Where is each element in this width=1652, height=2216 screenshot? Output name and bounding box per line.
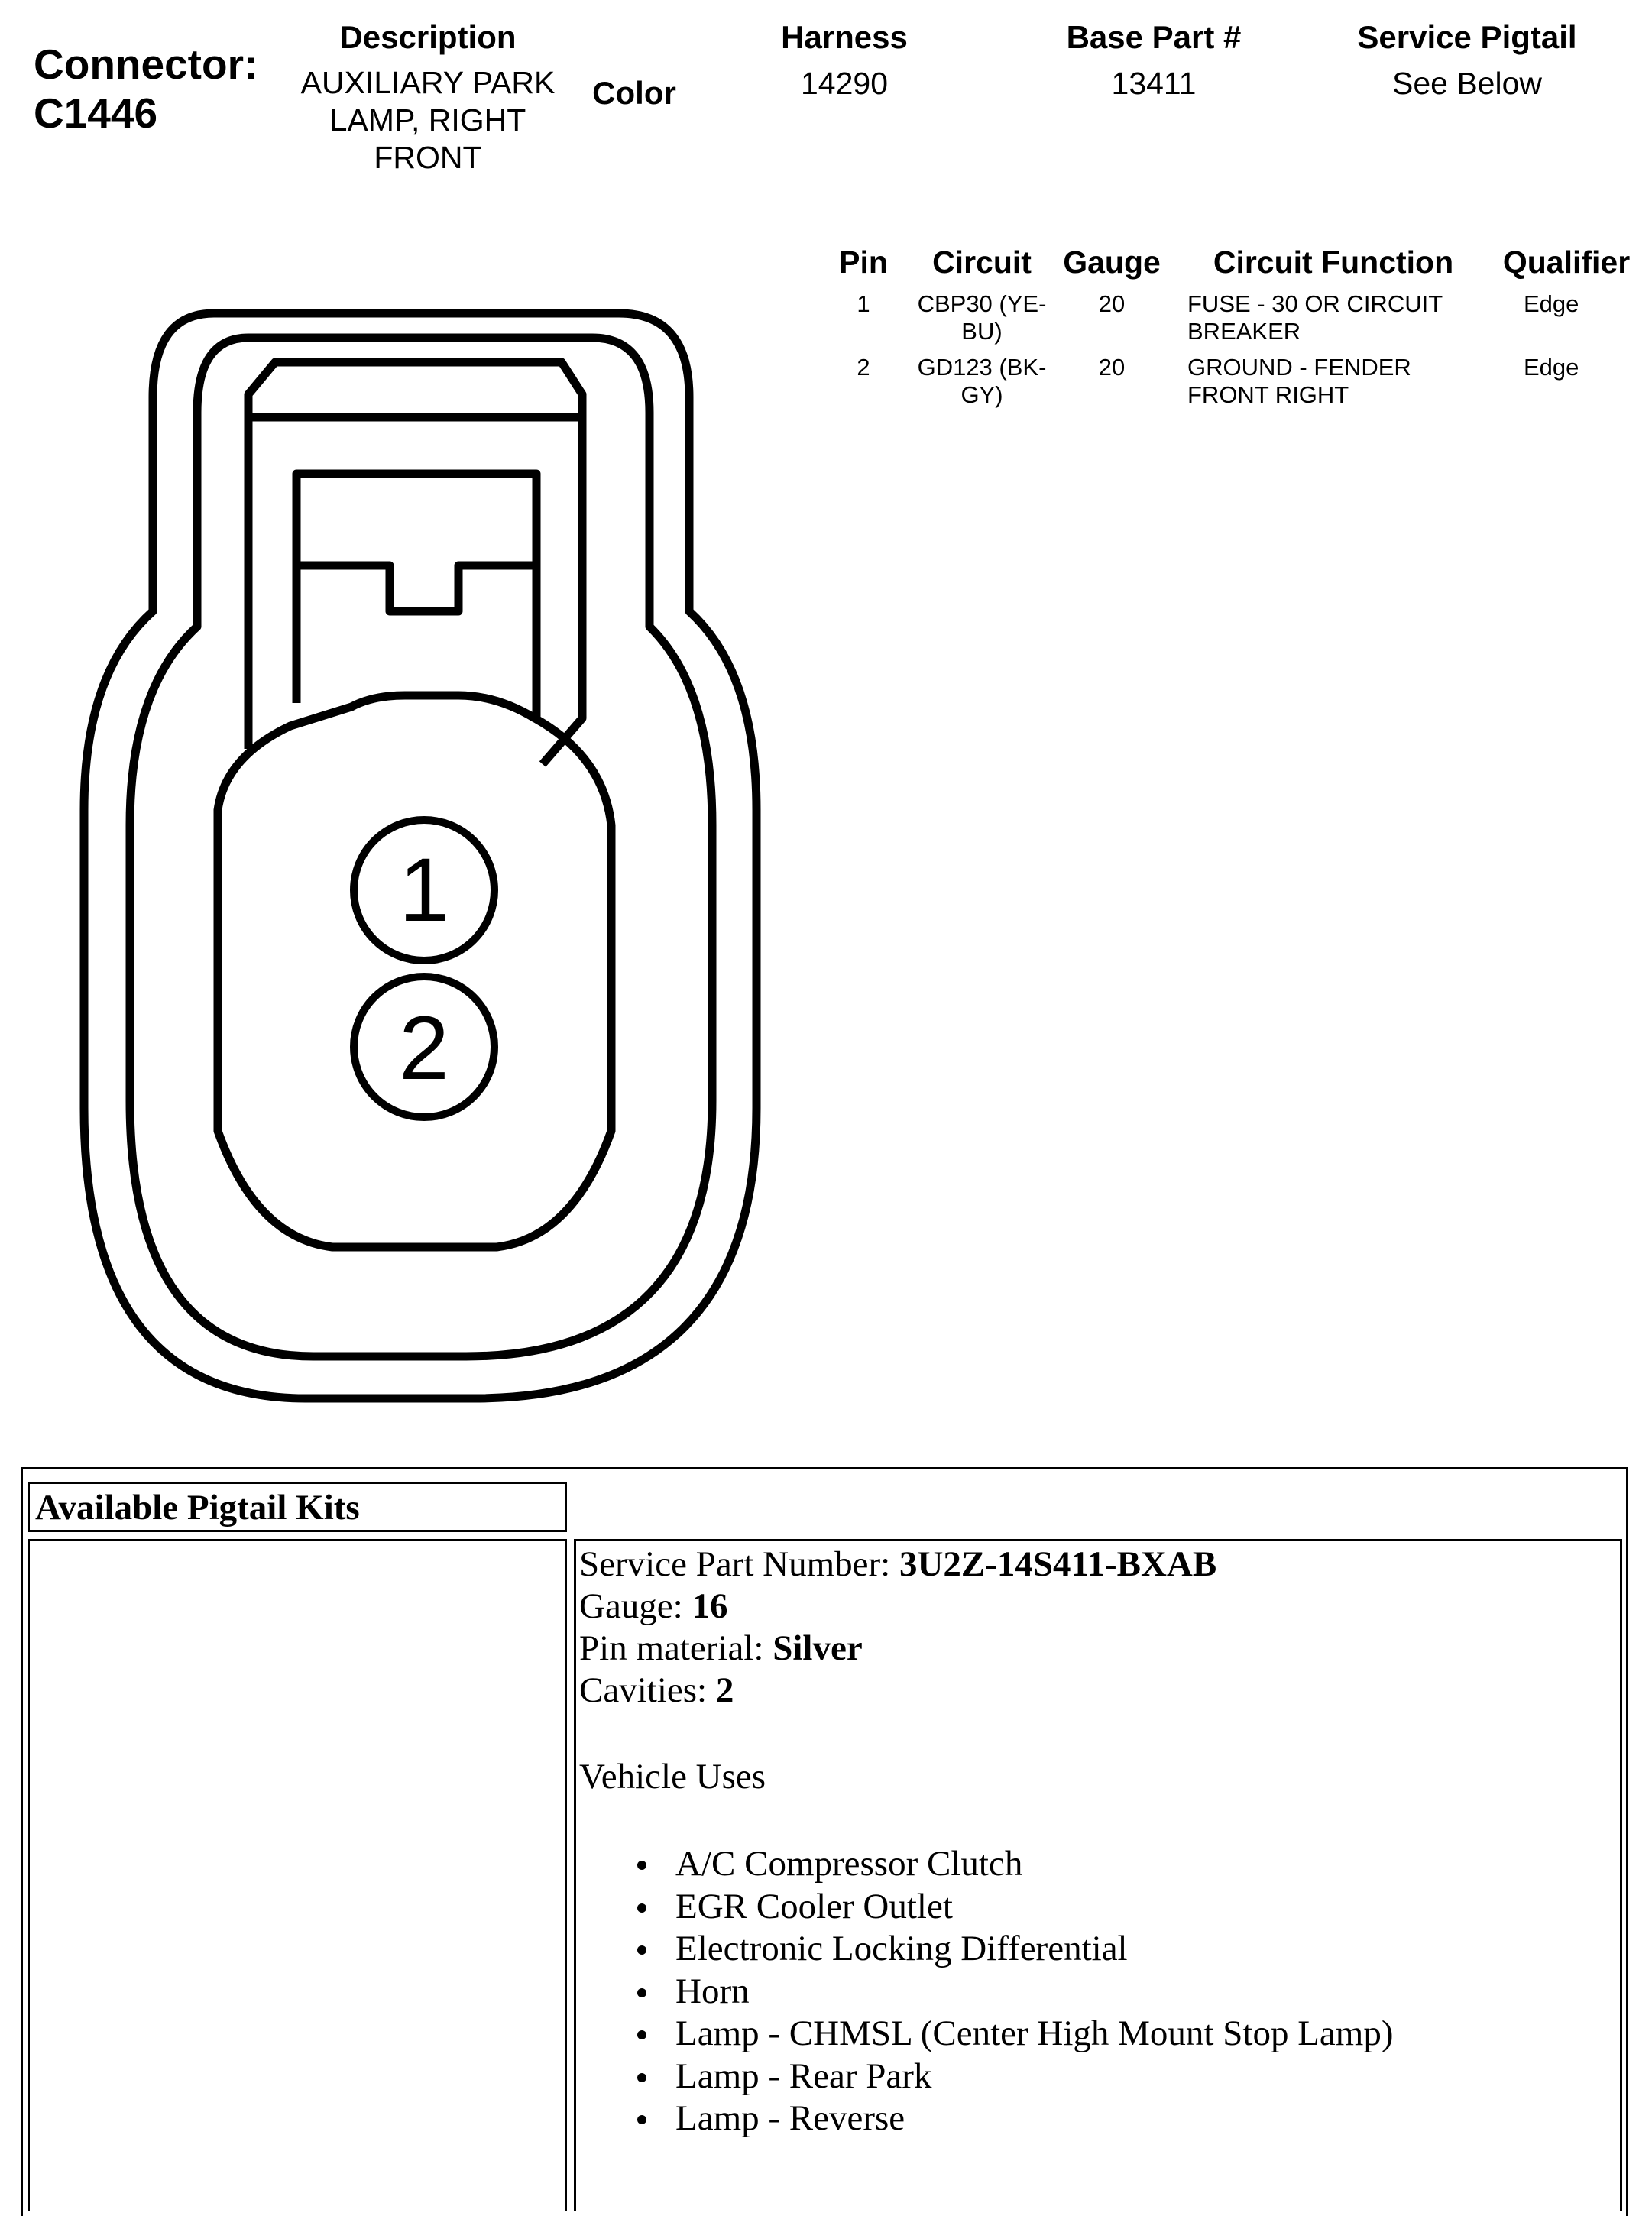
description-line: LAMP, RIGHT bbox=[329, 102, 526, 138]
service-part-number-value: 3U2Z-14S411-BXAB bbox=[899, 1544, 1217, 1584]
pin-1-label: 1 bbox=[399, 840, 449, 941]
col-header-pin: Pin bbox=[839, 245, 888, 280]
description-value bbox=[275, 64, 581, 177]
list-item bbox=[633, 2013, 1393, 2056]
pin-2 bbox=[354, 977, 494, 1117]
circuit-line: CBP30 (YE- bbox=[917, 290, 1047, 317]
connector-id: C1446 bbox=[34, 89, 158, 137]
pigtail-image-cell bbox=[28, 1539, 567, 2211]
cavities-value: 2 bbox=[715, 1670, 734, 1710]
circuit-cell bbox=[917, 354, 1047, 417]
list-item-text: Lamp - CHMSL (Center High Mount Stop Lamp) bbox=[675, 2014, 1394, 2053]
bullet-icon bbox=[637, 2073, 646, 2082]
service-part-number-line bbox=[579, 1544, 1216, 1586]
pin-cell: 2 bbox=[857, 354, 870, 381]
service-pigtail-label: Service Pigtail bbox=[1357, 19, 1577, 55]
list-item-text: Lamp - Reverse bbox=[675, 2098, 905, 2138]
base-part-value: 13411 bbox=[1111, 66, 1197, 101]
pigtail-kit-info bbox=[579, 1544, 1216, 1712]
pin-material-value: Silver bbox=[773, 1628, 863, 1668]
color-label: Color bbox=[592, 75, 676, 111]
base-part-label: Base Part # bbox=[1066, 19, 1242, 55]
col-header-circuit-function: Circuit Function bbox=[1213, 245, 1454, 280]
gauge-label: Gauge: bbox=[579, 1586, 692, 1626]
table-row bbox=[810, 290, 1643, 354]
circuit-line: BU) bbox=[961, 318, 1003, 345]
connector-label: Connector: bbox=[34, 40, 258, 88]
qualifier-cell: Edge bbox=[1524, 354, 1579, 381]
col-header-qualifier: Qualifier bbox=[1502, 245, 1631, 280]
cavities-label: Cavities: bbox=[579, 1670, 716, 1710]
pin-cavity-area bbox=[218, 695, 611, 1247]
description-label: Description bbox=[339, 19, 517, 55]
pin-table bbox=[810, 245, 1643, 417]
gauge-cell: 20 bbox=[1098, 290, 1126, 317]
function-line: GROUND - FENDER bbox=[1187, 354, 1411, 381]
bullet-icon bbox=[637, 2115, 646, 2124]
pin-material-line bbox=[579, 1628, 1216, 1670]
function-line: FRONT RIGHT bbox=[1187, 381, 1349, 408]
function-line: BREAKER bbox=[1187, 318, 1301, 345]
col-header-gauge: Gauge bbox=[1063, 245, 1161, 280]
pigtail-kits-title: Available Pigtail Kits bbox=[35, 1488, 360, 1528]
description-line: AUXILIARY PARK bbox=[300, 65, 556, 100]
latch-notch bbox=[296, 565, 536, 611]
bullet-icon bbox=[637, 1988, 646, 1997]
function-cell bbox=[1177, 290, 1490, 354]
list-item-text: Electronic Locking Differential bbox=[675, 1929, 1128, 1968]
qualifier-cell: Edge bbox=[1524, 290, 1579, 317]
vehicle-uses-title: Vehicle Uses bbox=[579, 1757, 766, 1796]
bullet-icon bbox=[637, 2030, 646, 2039]
service-part-number-label: Service Part Number: bbox=[579, 1544, 899, 1584]
list-item-text: Lamp - Rear Park bbox=[675, 2056, 932, 2096]
gauge-line bbox=[579, 1586, 1216, 1628]
function-cell bbox=[1177, 354, 1490, 417]
list-item bbox=[633, 2056, 1393, 2098]
list-item-text: A/C Compressor Clutch bbox=[675, 1844, 1023, 1884]
gauge-cell: 20 bbox=[1098, 354, 1126, 381]
bullet-icon bbox=[637, 1903, 646, 1913]
circuit-line: GD123 (BK- bbox=[917, 354, 1047, 381]
col-header-circuit: Circuit bbox=[932, 245, 1032, 280]
pin-1 bbox=[354, 820, 494, 961]
connector-title bbox=[34, 40, 258, 138]
harness-value: 14290 bbox=[800, 66, 888, 101]
list-item bbox=[633, 2098, 1393, 2140]
pin-cell: 1 bbox=[857, 290, 870, 317]
latch-tab bbox=[296, 474, 536, 565]
cavities-line bbox=[579, 1670, 1216, 1712]
list-item bbox=[633, 1971, 1393, 2014]
list-item bbox=[633, 1843, 1393, 1886]
vehicle-uses-list bbox=[633, 1843, 1393, 2140]
circuit-cell bbox=[917, 290, 1047, 354]
connector-face-diagram bbox=[69, 290, 772, 1406]
pin-table-header-row bbox=[810, 245, 1643, 290]
gauge-value: 16 bbox=[692, 1586, 728, 1626]
bullet-icon bbox=[637, 1945, 646, 1955]
list-item bbox=[633, 1886, 1393, 1929]
harness-label: Harness bbox=[781, 19, 908, 55]
function-line: FUSE - 30 OR CIRCUIT bbox=[1187, 290, 1443, 317]
list-item-text: Horn bbox=[675, 1971, 750, 2011]
table-row bbox=[810, 354, 1643, 417]
list-item-text: EGR Cooler Outlet bbox=[675, 1886, 953, 1926]
list-item bbox=[633, 1928, 1393, 1971]
circuit-line: GY) bbox=[960, 381, 1003, 408]
description-line: FRONT bbox=[374, 140, 482, 175]
pin-2-label: 2 bbox=[399, 998, 449, 1099]
bullet-icon bbox=[637, 1861, 646, 1870]
service-pigtail-value: See Below bbox=[1391, 66, 1542, 101]
pin-material-label: Pin material: bbox=[579, 1628, 773, 1668]
